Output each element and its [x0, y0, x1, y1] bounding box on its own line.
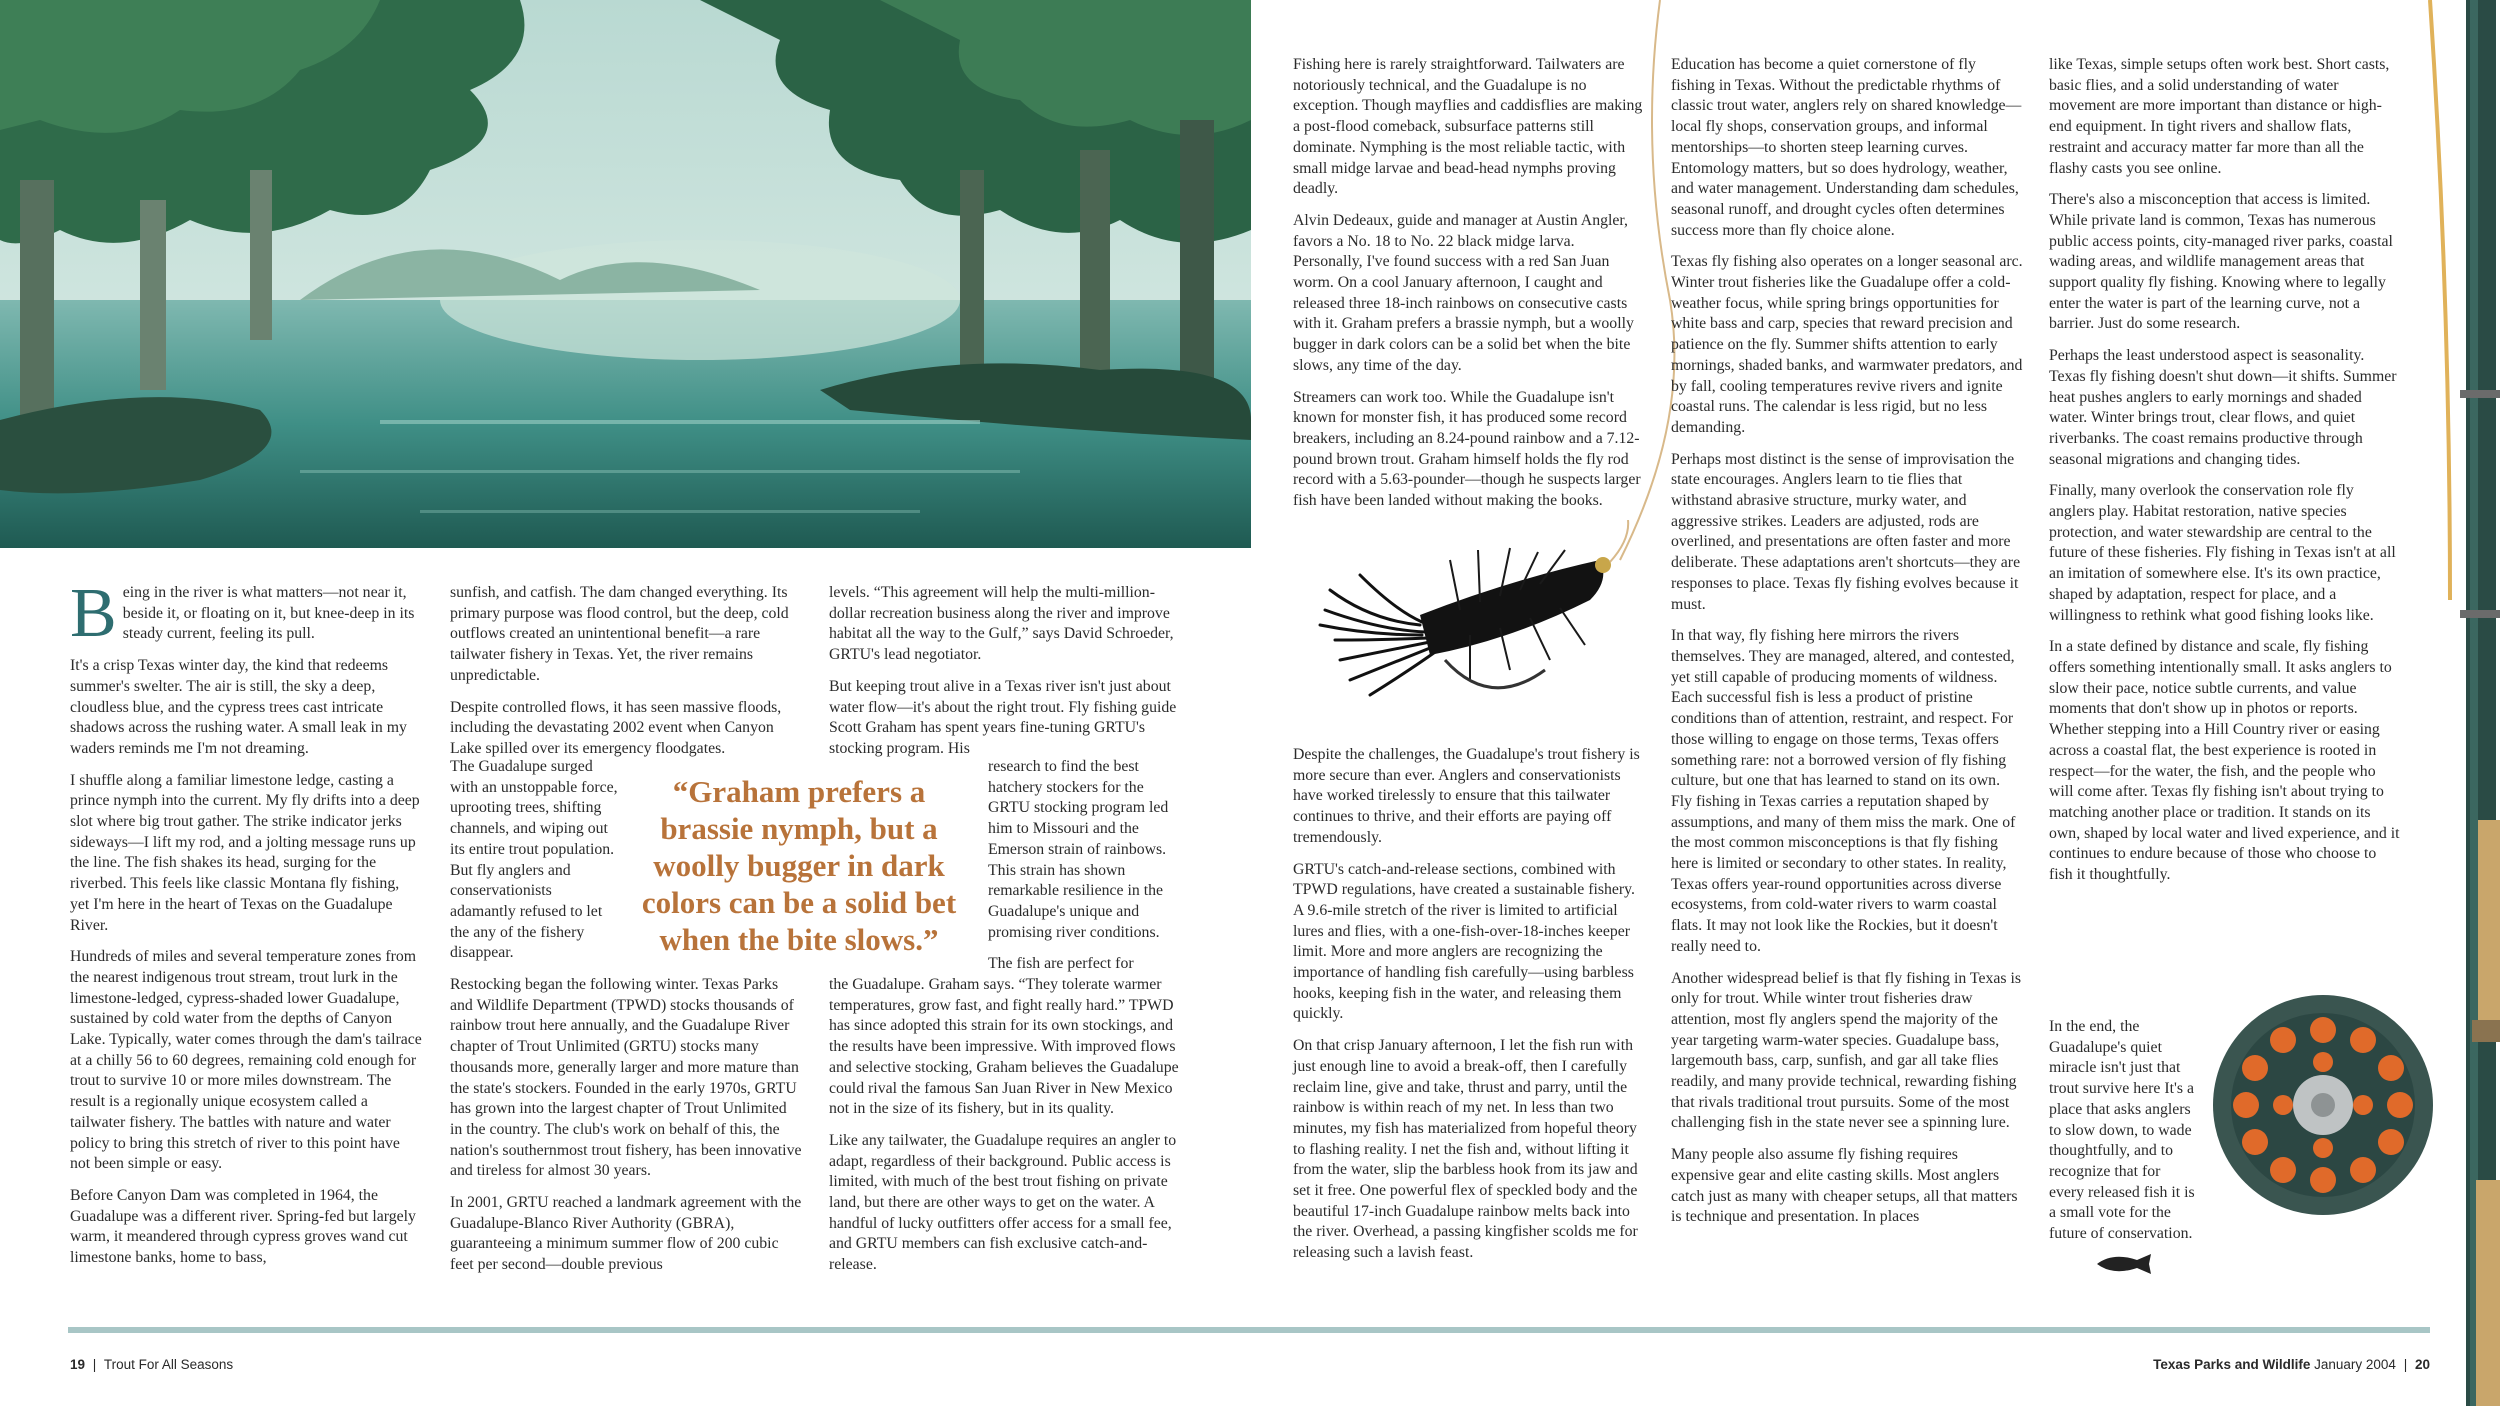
- page-number-right: 20: [2414, 1357, 2430, 1372]
- paragraph: Texas fly fishing also operates on a longer seasonal arc. Winter trout fisheries like the Guadalupe offer a cold-weather focus, while spring brings opportunities for white bass and carp, species that reward precision and patience on the fly. Summer shifts attention to early mornings, shaded banks, and warmwater predators, and by fall, cooling temperatures revive rivers and ignite coastal runs. The calendar is less rigid, but no less demanding.: [1671, 253, 2023, 436]
- paragraph: Finally, many overlook the conservation role fly anglers play. Habitat restoration, native species protection, and water stewardship are central to the future of these fisheries. Fly fishing in Texas isn't at all an imitation of somewhere else. It's its own practice, shaped by adaptation, respect for place, and a willingness to rethink what good fishing looks like.: [2049, 482, 2396, 624]
- article-column-2-wrap: [450, 757, 618, 975]
- page-number-left: 19: [70, 1357, 86, 1372]
- woolly-bugger-fly-illustration: [1310, 520, 1650, 750]
- footer-separator: |: [92, 1357, 97, 1372]
- paragraph: Many people also assume fly fishing requires expensive gear and elite casting skills. Most anglers catch just as many with cheaper setups, all that matters is technique and presentation. In places: [1671, 1146, 2018, 1226]
- article-column-4-continued: [1293, 745, 1645, 1275]
- article-column-4: [1293, 55, 1645, 523]
- article-column-5: [1671, 55, 2023, 1239]
- paragraph: Perhaps most distinct is the sense of improvisation the state encourages. Anglers learn to tie flies that withstand abrasive structure, murky water, and aggressive strikes. Leaders are adjusted, rods are overlined, and presentations are often faster and more deliberate. These adaptations aren't shortcuts—they are responses to place. Texas fly fishing evolves because it must.: [1671, 450, 2021, 613]
- paragraph: Perhaps the least understood aspect is seasonality. Texas fly fishing doesn't shut down—it shifts. Summer heat pushes anglers to early mornings and shaded water. Winter brings trout, clear flows, and quiet riverbanks. The coast remains productive through seasonal migrations and changing tides.: [2049, 347, 2397, 468]
- paragraph: In that way, fly fishing here mirrors the rivers themselves. They are managed, altered, and contested, yet still capable of producing moments of wildness. Each successful fish is less a product of pristine conditions than of attention, restraint, and respect. For those willing to engage on those terms, Texas offers something rare: not a borrowed version of fly fishing culture, but one that has learned to stand on its own. Fly fishing in Texas carries a reputation shaped by assumptions, and many of them miss the mark. One of the most common misconceptions is that fly fishing here is limited or secondary to other states. In reality, Texas offers year-round opportunities across diverse ecosystems, from cold-water rivers to warm coastal flats. It may not look like the Rockies, but it doesn't really need to.: [1671, 627, 2016, 955]
- paragraph-lead: Being in the river is what matters—not near it, beside it, or floating on it, but knee-deep in its steady current, feeling its pull.: [70, 575, 415, 652]
- river-painting: [0, 0, 1251, 548]
- footer-rule: [68, 1327, 2430, 1333]
- article-column-1: [70, 575, 422, 1280]
- paragraph: Hundreds of miles and several temperature zones from the nearest indigenous trout stream, trout lurk in the limestone-ledged, cypress-shaded lower Guadalupe, sustained by cold water from the depths of Canyon Lake. Typically, water comes through the dam's tailrace at a chilly 56 to 60 degrees, remaining cold enough for trout to survive 10 or more miles downstream. The result is a regionally unique ecosystem called a tailwater fishery. The battles with nature and water policy to bring this stretch of river to this point have not been simple or easy.: [70, 948, 422, 1173]
- issue-date: January 2004: [2314, 1357, 2396, 1372]
- article-column-2-continued: [450, 975, 802, 1287]
- paragraph: In the end, the Guadalupe's quiet miracle isn't just that trout survive here It's a place that asks anglers to slow down, to wade thoughtfully, and to recognize that for every released fish it is a small vote for the future of conservation.: [2049, 1018, 2195, 1243]
- article-column-3-continued: [829, 975, 1181, 1287]
- paragraph: Restocking began the following winter. Texas Parks and Wildlife Department (TPWD) stocks thousands of rainbow trout here annually, and the Guadalupe River chapter of Trout Unlimited (GRTU) stocks many thousands more, generally larger and more mature than the state's stockers. Founded in the early 1970s, GRTU has grown into the largest chapter of Trout Unlimited in the country. The club's work on behalf of this, the nation's southernmost trout fishery, has been innovative and tireless for almost 30 years.: [450, 976, 802, 1180]
- paragraph: In a state defined by distance and scale, fly fishing offers something intentionally small. It asks anglers to slow their pace, notice subtle currents, and value moments that don't show up in photos or reports. Whether stepping into a Hill Country river or easing across a coastal flat, the best experience is rooted in respect—for the water, the fish, and the people who will come after. Texas fly fishing isn't about trying to matching another place or tradition. It stands on its own, shaped by local water and lived experience, and it continues to endure because of those who choose to fish it thoughtfully.: [2049, 638, 2400, 884]
- fishing-line-illustration: [1600, 0, 1680, 620]
- paragraph: Alvin Dedeaux, guide and manager at Austin Angler, favors a No. 18 to No. 22 black midge larva. Personally, I've found success with a red San Juan worm. On a cool January afternoon, I caught and released three 18-inch rainbows on consecutive casts with it. Graham prefers a brassie nymph, but a woolly bugger in dark colors can be a solid bet when the bite slows, any time of the day.: [1293, 211, 1634, 374]
- paragraph: sunfish, and catfish. The dam changed everything. Its primary purpose was flood control, but the deep, cold outflows created an unintentional benefit—a rare tailwater fishery in Texas. Yet, the river remains unpredictable.: [450, 584, 789, 684]
- drop-cap: B: [70, 575, 117, 652]
- paragraph: Despite the challenges, the Guadalupe's trout fishery is more secure than ever. Anglers and conservationists have worked tirelessly to ensure that this tailwater continues to thrive, and their efforts are paying off tremendously.: [1293, 746, 1640, 846]
- reel-illustration: [2208, 990, 2438, 1220]
- pull-quote: “Graham prefers a brassie nymph, but a woolly bugger in dark colors can be a solid bet when the bite slows.”: [641, 774, 957, 957]
- paragraph: There's also a misconception that access is limited. While private land is common, Texas has numerous public access points, city-managed river parks, coastal wading areas, and wildlife management areas that support quality fly fishing. Knowing where to legally enter the water is part of the learning curve, not a barrier. Just do some research.: [2049, 191, 2393, 333]
- paragraph: the Guadalupe. Graham says. “They tolerate warmer temperatures, grow fast, and fight really hard.” TPWD has since adopted this strain for its own stockings, and the results have been impressive. With improved flows and selective stocking, Graham believes the Guadalupe could rival the famous San Juan River in New Mexico not in the size of its fishery, but in its quality.: [829, 976, 1179, 1118]
- paragraph: like Texas, simple setups often work best. Short casts, basic flies, and a solid understanding of water movement are more important than distance or high-end equipment. In tight rivers and shallow flats, restraint and accuracy matter far more than all the flashy casts you see online.: [2049, 56, 2390, 177]
- paragraph: GRTU's catch-and-release sections, combined with TPWD regulations, have created a sustainable fishery. A 9.6-mile stretch of the river is limited to artificial lures and flies, with a one-fish-over-18-inches keeper limit. More and more anglers are recognizing the importance of handling fish carefully—using barbless hooks, keeping fish in the water, and releasing them quickly.: [1293, 860, 1635, 1023]
- article-column-3-wrap: [988, 757, 1183, 986]
- paragraph: But keeping trout alive in a Texas river isn't just about water flow—it's about the right trout. Fly fishing guide Scott Graham has spent years fine-tuning GRTU's stocking program. His: [829, 677, 1177, 757]
- paragraph: Fishing here is rarely straightforward. Tailwaters are notoriously technical, and the Guadalupe is no exception. Though mayflies and caddisflies are making a post-flood comeback, subsurface patterns still dominate. Nymphing is the most reliable tactic, with small midge larvae and bead-head nymphs proving deadly.: [1293, 56, 1643, 198]
- paragraph: In 2001, GRTU reached a landmark agreement with the Guadalupe-Blanco River Authority (GBRA), guaranteeing a minimum summer flow of 200 cubic feet per second—double previous: [450, 1194, 802, 1274]
- paragraph: Education has become a quiet cornerstone of fly fishing in Texas. Without the predictable rhythms of classic trout water, anglers rely on shared knowledge—local fly shops, conservation groups, and informal mentorships—to shorten steep learning curves. Entomology matters, but so does hydrology, weather, and water management. Understanding dam schedules, seasonal runoff, and drought cycles often determines success more than fly choice alone.: [1671, 56, 2022, 239]
- section-title: Trout For All Seasons: [103, 1357, 234, 1372]
- magazine-title: Texas Parks and Wildlife: [2153, 1357, 2311, 1372]
- paragraph: It's a crisp Texas winter day, the kind that redeems summer's swelter. The air is still, the sky a deep, cloudless blue, and the cypress trees cast intricate shadows across the rushing water. A small leak in my waders reminds me I'm not dreaming.: [70, 657, 407, 757]
- paragraph: Despite controlled flows, it has seen massive floods, including the devastating 2002 event when Canyon Lake spilled over its emergency floodgates.: [450, 698, 782, 757]
- paragraph: Like any tailwater, the Guadalupe requires an angler to adapt, regardless of their background. Public access is limited, with much of the best trout fishing on private land, but there are other ways to get on the water. A handful of lucky outfitters offer access for a small fee, and GRTU members can fish exclusive catch-and-release.: [829, 1131, 1177, 1274]
- article-column-3: [829, 583, 1181, 771]
- trout-silhouette-icon: [2093, 1250, 2163, 1278]
- paragraph: research to find the best hatchery stockers for the GRTU stocking program led him to Missouri and the Emerson strain of rainbows. This strain has shown remarkable resilience in the Guadalupe's unique and promising river conditions.: [988, 758, 1169, 941]
- paragraph: The Guadalupe surged with an unstoppable force, uprooting trees, shifting channels, and wiping out its entire trout population. But fly anglers and conservationists adamantly refused to let the any of the fishery disappear.: [450, 758, 618, 962]
- footer-right: [2153, 1357, 2430, 1372]
- article-column-2: [450, 583, 802, 771]
- paragraph: Before Canyon Dam was completed in 1964, the Guadalupe was a different river. Spring-fed but largely warm, it meandered through cypress groves wand cut limestone banks, home to bass,: [70, 1186, 416, 1267]
- article-column-6-wrap: [2049, 1017, 2199, 1256]
- footer-separator: |: [2403, 1357, 2408, 1372]
- paragraph: Another widespread belief is that fly fishing in Texas is only for trout. While winter trout fisheries draw attention, most fly anglers spend the majority of the year targeting warm-water species. Guadalupe bass, largemouth bass, carp, sunfish, and gar all take flies readily, and many provide technical, rewarding fishing that rivals traditional trout pursuits. Some of the most challenging fish in the state never see a spinning lure.: [1671, 969, 2022, 1132]
- paragraph: On that crisp January afternoon, I let the fish run with just enough line to avoid a break-off, then I carefully reclaim line, give and take, thrust and parry, until the rainbow is within reach of my net. In less than two minutes, my fish has materialized from hopeful theory to flashing reality. I net the fish and, without lifting it from the water, slip the barbless hook from its jaw and set it free. One powerful flex of speckled body and the beautiful 17-inch Guadalupe rainbow melts back into the river. Overhead, a passing kingfisher scolds me for releasing such a lavish feast.: [1293, 1037, 1638, 1262]
- paragraph: The fish are perfect for: [988, 955, 1134, 973]
- paragraph: I shuffle along a familiar limestone ledge, casting a prince nymph into the current. My fly drifts into a deep slot where big trout gather. The strike indicator jerks sideways—I lift my rod, and a jolting message runs up the line. The fish shakes its head, surging for the riverbed. This feels like classic Montana fly fishing, yet I'm here in the heart of Texas on the Guadalupe River.: [70, 771, 420, 934]
- paragraph: Streamers can work too. While the Guadalupe isn't known for monster fish, it has produced some record breakers, including an 8.24-pound rainbow and a 7.12-pound brown trout. Graham himself holds the fly rod record with a 5.63-pounder—though he suspects larger fish have been landed without making the books.: [1293, 388, 1641, 510]
- footer-left: [70, 1357, 233, 1372]
- article-column-6: [2049, 55, 2401, 897]
- paragraph: levels. “This agreement will help the multi-million-dollar recreation business along the river and improve habitat all the way to the Gulf,” says David Schroeder, GRTU's lead negotiator.: [829, 584, 1174, 664]
